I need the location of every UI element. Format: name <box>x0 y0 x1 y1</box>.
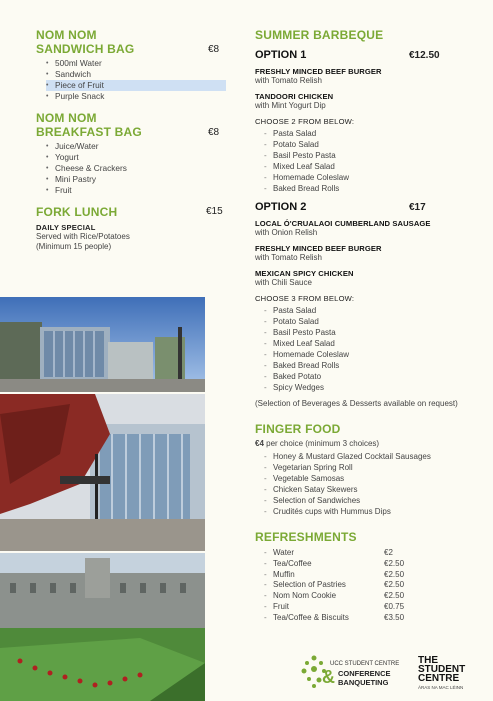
fork-lunch-line2: (Minimum 15 people) <box>36 242 112 251</box>
list-item: • Juice/Water <box>46 141 226 152</box>
fork-lunch-price: €15 <box>206 206 223 217</box>
main-dish <box>255 92 475 111</box>
sandwich-bag-section <box>36 28 226 102</box>
sandwich-bag-title: NOM NOM SANDWICH BAG <box>36 28 135 56</box>
breakfast-bag-section <box>36 111 226 196</box>
sandwich-bag-items <box>46 58 226 102</box>
ucc-line3: BANQUETING <box>338 678 389 687</box>
student-centre-logo <box>418 656 484 690</box>
finger-food-item: - Selection of Sandwiches <box>264 495 475 506</box>
finger-food-item: - Vegetable Samosas <box>264 473 475 484</box>
finger-food-item: - Honey & Mustard Glazed Cocktail Sausages <box>264 451 475 462</box>
refreshment-name: - Water <box>264 548 384 559</box>
main-dish-sub: with Tomato Relish <box>255 76 322 85</box>
finger-food-item: - Vegetarian Spring Roll <box>264 462 475 473</box>
sc-line3: CENTRE <box>418 673 460 684</box>
finger-food-price: €4 per choice (minimum 3 choices) <box>255 439 380 448</box>
fork-lunch-section <box>36 205 226 252</box>
sc-line1: THE <box>418 655 438 666</box>
side-item: - Mixed Leaf Salad <box>264 161 475 172</box>
side-item: - Baked Bread Rolls <box>264 183 475 194</box>
main-dish-title: FRESHLY MINCED BEEF BURGER <box>255 244 382 253</box>
ucc-line1: UCC STUDENT CENTRE <box>330 661 400 667</box>
list-item: • Cheese & Crackers <box>46 163 226 174</box>
main-dish-title: MEXICAN SPICY CHICKEN <box>255 269 354 278</box>
refreshments-title: REFRESHMENTS <box>255 530 357 544</box>
sc-line4: ÁRAS NA MAC LÉINN <box>418 685 464 690</box>
refreshment-name: - Selection of Pastries <box>264 580 384 591</box>
list-item: • Yogurt <box>46 152 226 163</box>
side-item: - Mixed Leaf Salad <box>264 338 475 349</box>
side-item: - Homemade Coleslaw <box>264 172 475 183</box>
finger-food-item: - Crudités cups with Hummus Dips <box>264 506 475 517</box>
side-item: - Basil Pesto Pasta <box>264 327 475 338</box>
left-column <box>36 28 226 252</box>
refreshment-price: €2 <box>384 548 393 557</box>
option-2-sides <box>264 305 475 393</box>
side-item: - Pasta Salad <box>264 305 475 316</box>
daily-special-label: DAILY SPECIAL <box>36 223 96 232</box>
option-1-sides <box>264 128 475 194</box>
ucc-line2: CONFERENCE <box>338 669 391 678</box>
option-1-price: €12.50 <box>409 50 440 61</box>
sandwich-bag-price: €8 <box>208 44 220 55</box>
main-dish-title: FRESHLY MINCED BEEF BURGER <box>255 67 382 76</box>
main-dish-sub: with Tomato Relish <box>255 253 322 262</box>
refreshment-name: - Muffin <box>264 570 384 581</box>
refreshment-price: €2.50 <box>384 569 405 579</box>
refreshment-price: €0.75 <box>384 601 405 611</box>
side-item: - Pasta Salad <box>264 128 475 139</box>
list-item: • Purple Snack <box>46 91 226 102</box>
main-dish <box>255 244 475 263</box>
main-dish <box>255 67 475 86</box>
refreshments-list <box>264 548 475 624</box>
finger-food-title: FINGER FOOD <box>255 422 341 436</box>
main-dish <box>255 219 475 238</box>
refreshment-price: €3.50 <box>384 612 405 622</box>
finger-food-item: - Chicken Satay Skewers <box>264 484 475 495</box>
option-2-price: €17 <box>409 202 426 213</box>
breakfast-bag-price: €8 <box>208 127 220 138</box>
option-2-label: OPTION 2 <box>255 201 307 213</box>
fork-lunch-line1: Served with Rice/Potatoes <box>36 232 130 241</box>
refreshment-name: - Nom Nom Cookie <box>264 591 384 602</box>
side-item: - Potato Salad <box>264 139 475 150</box>
main-dish-sub: with Chili Sauce <box>255 278 312 287</box>
option-2-mains <box>255 219 475 288</box>
main-dish <box>255 269 475 288</box>
option-1-mains <box>255 67 475 111</box>
ampersand-icon: & <box>322 667 335 687</box>
list-item: • Mini Pastry <box>46 174 226 185</box>
refreshment-price: €2.50 <box>384 580 405 590</box>
option-1-header <box>255 49 475 61</box>
option-1-choose: CHOOSE 2 FROM BELOW: <box>255 117 355 126</box>
breakfast-bag-items <box>46 141 226 196</box>
building-photo-1 <box>0 297 205 392</box>
building-photo-2 <box>0 394 205 551</box>
refreshment-price: €2.50 <box>384 591 405 601</box>
main-dish-title: TANDOORI CHICKEN <box>255 92 334 101</box>
breakfast-bag-title: NOM NOM BREAKFAST BAG <box>36 111 142 139</box>
quad-photo <box>0 553 205 701</box>
side-item: - Spicy Wedges <box>264 382 475 393</box>
refreshment-name: - Tea/Coffee <box>264 559 384 570</box>
sc-line2: STUDENT <box>418 664 466 675</box>
refreshment-name: - Tea/Coffee & Biscuits <box>264 613 384 624</box>
side-item: - Baked Potato <box>264 371 475 382</box>
main-dish-title: LOCAL Ó'CRUALAOI CUMBERLAND SAUSAGE <box>255 219 431 228</box>
main-dish-sub: with Onion Relish <box>255 228 318 237</box>
option-2-header <box>255 201 475 213</box>
fork-lunch-title: FORK LUNCH <box>36 205 118 219</box>
side-item: - Basil Pesto Pasta <box>264 150 475 161</box>
option-2-choose: CHOOSE 3 FROM BELOW: <box>255 294 355 303</box>
side-item: - Baked Bread Rolls <box>264 360 475 371</box>
right-column <box>255 28 475 624</box>
main-dish-sub: with Mint Yogurt Dip <box>255 101 326 110</box>
finger-food-items <box>264 451 475 517</box>
list-item: • 500ml Water <box>46 58 226 69</box>
list-item: • Fruit <box>46 185 226 196</box>
side-item: - Potato Salad <box>264 316 475 327</box>
option-1-label: OPTION 1 <box>255 49 307 61</box>
bbq-note: (Selection of Beverages & Desserts available on request) <box>255 399 458 408</box>
side-item: - Homemade Coleslaw <box>264 349 475 360</box>
refreshment-price: €2.50 <box>384 558 405 568</box>
list-item: • Sandwich <box>46 69 226 80</box>
ucc-conference-logo <box>300 653 410 693</box>
summer-barbeque-title: SUMMER BARBEQUE <box>255 28 384 42</box>
list-item: • Piece of Fruit <box>46 80 226 91</box>
refreshment-name: - Fruit <box>264 602 384 613</box>
